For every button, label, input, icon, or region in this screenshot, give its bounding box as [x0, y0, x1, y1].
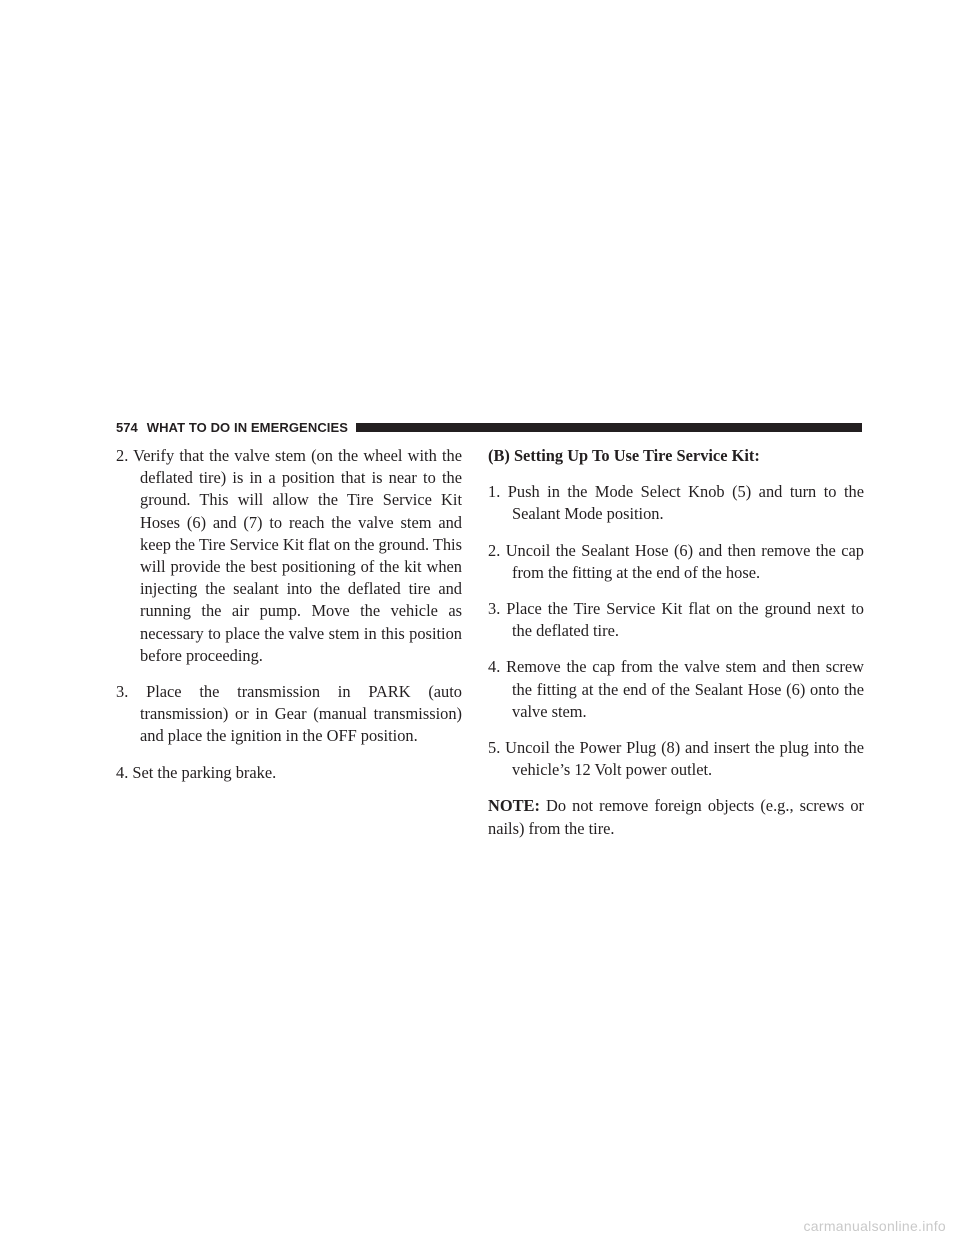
subheading: (B) Setting Up To Use Tire Service Kit:	[488, 446, 760, 465]
page-number: 574	[116, 419, 138, 435]
left-column	[116, 445, 462, 798]
list-item: 2. Uncoil the Sealant Hose (6) and then remove the cap from the fitting at the end of the hose.	[488, 540, 864, 582]
list-item: 5. Uncoil the Power Plug (8) and insert the plug into the vehicle’s 12 Volt power outlet.	[488, 738, 864, 780]
watermark: carmanualsonline.info	[803, 1218, 946, 1234]
right-column	[488, 445, 864, 840]
section-title: WHAT TO DO IN EMERGENCIES	[146, 419, 349, 435]
note-text: Do not remove foreign objects (e.g., screws or nails) from the tire.	[488, 796, 864, 838]
note-paragraph	[488, 795, 864, 839]
list-item: 3. Place the transmission in PARK (auto transmission) or in Gear (manual transmission) and place the ignition in the OFF position.	[116, 682, 462, 746]
header-rule	[356, 423, 862, 432]
list-item: 3. Place the Tire Service Kit flat on the ground next to the deflated tire.	[488, 599, 864, 641]
list-item: 1. Push in the Mode Select Knob (5) and turn to the Sealant Mode position.	[488, 482, 864, 524]
list-item: 2. Verify that the valve stem (on the wheel with the deflated tire) is in a position that is near to the ground. This will allow the Tire Service Kit Hoses (6) and (7) to reach the valve stem and keep the Tire Service Kit flat on the ground. This will provide the best positioning of the kit when injecting the sealant into the deflated tire and running the air pump. Move the vehicle as necessary to place the valve stem in this position before proceeding.	[116, 446, 462, 665]
page-header	[116, 418, 862, 436]
list-item: 4. Remove the cap from the valve stem and then screw the fitting at the end of the Sealant Hose (6) onto the valve stem.	[488, 657, 864, 721]
list-item: 4. Set the parking brake.	[116, 762, 277, 782]
note-label: NOTE:	[488, 796, 540, 816]
